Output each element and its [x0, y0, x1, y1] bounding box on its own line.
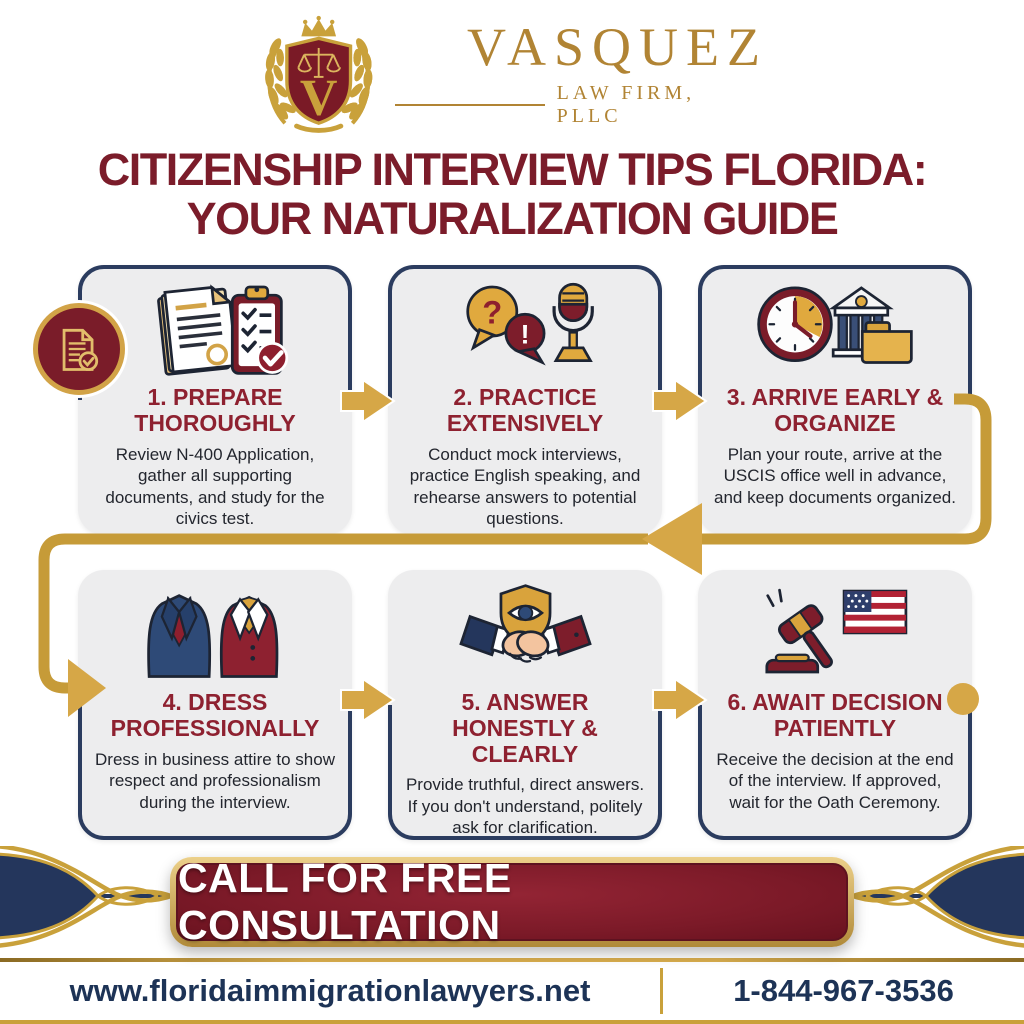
- ribbon-ornament-right: [849, 846, 1024, 956]
- page-title-line2: YOUR NATURALIZATION GUIDE: [186, 192, 838, 244]
- brand-name: VASQUEZ: [466, 17, 768, 77]
- step-title-5: 5. ANSWER HONESTLY & CLEARLY: [452, 689, 598, 767]
- handshake-shield-icon: [438, 580, 613, 684]
- business-attire-icon: [128, 580, 303, 684]
- ribbon-ornament-left: [0, 846, 175, 956]
- document-check-badge-icon: [33, 303, 125, 395]
- step-card-6: [698, 570, 972, 840]
- step-card-5: [388, 570, 662, 840]
- phone-number-link[interactable]: 1-844-967-3536: [733, 973, 954, 1008]
- step-description-1: Review N-400 Application, gather all supporting documents, and study for the civics test.: [105, 444, 325, 529]
- clock-building-folder-icon: [745, 275, 925, 379]
- step-card-3: [698, 265, 972, 535]
- documents-checklist-icon: [130, 275, 300, 379]
- svg-text:?: ?: [482, 293, 503, 331]
- brand-divider-line: [395, 104, 544, 106]
- step-description-5: Provide truthful, direct answers. If you don't understand, politely ask for clarification.: [405, 775, 645, 838]
- step-title-1: 1. PREPARE THOROUGHLY: [134, 384, 296, 436]
- brand-logo: [256, 14, 768, 134]
- step-card-1: [78, 265, 352, 535]
- step-description-2: Conduct mock interviews, practice English speaking, and rehearse answers to potential questions.: [409, 444, 641, 529]
- footer-bottom-rule: [0, 1020, 1024, 1024]
- cta-button-face: [176, 855, 848, 948]
- website-link[interactable]: www.floridaimmigrationlawyers.net: [69, 973, 591, 1008]
- step-title-3: 3. ARRIVE EARLY & ORGANIZE: [726, 384, 944, 436]
- speech-bubbles-microphone-icon: [440, 275, 610, 379]
- step-description-6: Receive the decision at the end of the interview. If approved, wait for the Oath Ceremony.: [716, 749, 954, 812]
- law-firm-crest-icon: [256, 14, 381, 134]
- svg-text:V: V: [299, 69, 338, 127]
- step-title-2: 2. PRACTICE EXTENSIVELY: [446, 384, 604, 436]
- cta-button[interactable]: [170, 857, 854, 947]
- step-title-6: 6. AWAIT DECISION PATIENTLY: [727, 689, 943, 741]
- step-description-3: Plan your route, arrive at the USCIS office well in advance, and keep documents organized.: [714, 444, 956, 507]
- step-card-4: [78, 570, 352, 840]
- step-description-4: Dress in business attire to show respect and professionalism during the interview.: [95, 749, 335, 812]
- step-card-2: [388, 265, 662, 535]
- page-title-line1: CITIZENSHIP INTERVIEW TIPS FLORIDA:: [97, 144, 927, 195]
- cta-label: CALL FOR FREE CONSULTATION: [178, 855, 512, 948]
- svg-text:!: !: [520, 318, 530, 350]
- brand-subtitle: LAW FIRM, PLLC: [556, 82, 696, 127]
- step-title-4: 4. DRESS PROFESSIONALLY: [110, 689, 320, 741]
- gavel-flag-icon: [745, 580, 925, 684]
- page-title: [0, 146, 1024, 243]
- footer-bar: [0, 962, 1024, 1020]
